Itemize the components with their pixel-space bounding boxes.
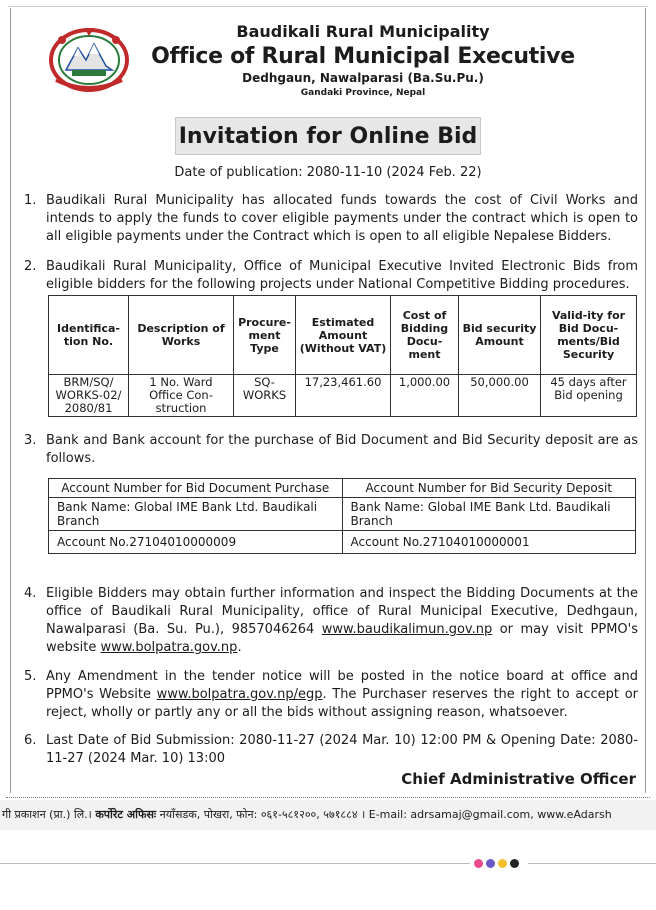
bid-table: [48, 295, 637, 417]
clause-text: [46, 585, 638, 657]
table-row: [49, 498, 636, 531]
table-cell: 1 No. Ward Office Con-struction: [129, 375, 234, 417]
yellow-dot-icon: [498, 859, 507, 868]
ppmo-egp-link[interactable]: www.bolpatra.gov.np/egp: [156, 687, 323, 702]
clause-text: Bank and Bank account for the purchase of Bid Document and Bid Security deposit are as follows.: [46, 433, 638, 466]
footer-dots: [474, 859, 519, 868]
signature-title: Chief Administrative Officer: [401, 770, 636, 788]
notice-title: Invitation for Online Bid: [175, 117, 481, 155]
clause-5: [24, 668, 638, 722]
clause-number: 2.: [24, 259, 37, 274]
publisher-footer: [0, 800, 656, 830]
account-doc-bank: Bank Name: Global IME Bank Ltd. Baudikali Branch: [49, 498, 343, 531]
clause-1: [24, 192, 638, 246]
clause-text: Baudikali Rural Municipality, Office of Municipal Executive Invited Electronic Bids from eligible bidders for the following projects under National Competitive Bidding procedures.: [46, 259, 638, 292]
column-header: Description of Works: [129, 296, 234, 375]
account-doc-number: Account No.27104010000009: [49, 531, 343, 554]
top-rule: [8, 6, 648, 7]
clause-6: [24, 732, 638, 768]
table-cell: 17,23,461.60: [296, 375, 391, 417]
clause-number: 5.: [24, 669, 37, 684]
column-header: Estimated Amount (Without VAT): [296, 296, 391, 375]
column-header: Procure-ment Type: [234, 296, 296, 375]
clause-text-part: Any Amendment in the tender notice will be posted in the notice board at office and PPMO's Website: [46, 669, 638, 702]
column-header: Valid-ity for Bid Docu-ments/Bid Security: [541, 296, 637, 375]
table-cell: 1,000.00: [391, 375, 459, 417]
clause-text-part: Eligible Bidders may obtain further information and inspect the Bidding Documents at the office of Baudikali Rural Municipality, office of Rural Municipal Executive, Dedhgaun, Nawalparasi (Ba. Su. Pu.), 9857046264: [46, 586, 638, 637]
publication-date: Date of publication: 2080-11-10 (2024 Feb. 22): [174, 165, 482, 180]
footer-text: गी प्रकाशन (प्रा.) लि.।: [2, 808, 96, 821]
clause-number: 6.: [24, 733, 37, 748]
footer-contact: नयाँसडक, पोखरा, फोन: ०६१-५८१२००, ५७१८८४ । E-mail: adrsamaj@gmail.com, www.eAdarsh: [156, 808, 612, 821]
table-header-row: [49, 296, 637, 375]
table-row: [49, 375, 637, 417]
column-header: Bid security Amount: [459, 296, 541, 375]
clause-4: [24, 585, 638, 657]
pink-dot-icon: [474, 859, 483, 868]
province-name: Gandaki Province, Nepal: [300, 88, 426, 98]
clause-3: [24, 432, 638, 468]
clause-text: Last Date of Bid Submission: 2080-11-27 (2024 Mar. 10) 12:00 PM & Opening Date: 2080-11-27 (2024 Mar. 10) 13:00: [46, 733, 638, 766]
clause-2: [24, 258, 638, 294]
clause-text-part: or may visit PPMO's website: [46, 622, 638, 655]
clause-text-part: . The Purchaser reserves the right to accept or reject, wholly or partly any or all the bids without assigning reason, whatsoever.: [46, 687, 638, 720]
clause-number: 1.: [24, 193, 37, 208]
clause-number: 3.: [24, 433, 37, 448]
table-cell: BRM/SQ/ WORKS-02/ 2080/81: [49, 375, 129, 417]
bank-account-table: [48, 478, 636, 554]
office-address: Dedhgaun, Nawalparasi (Ba.Su.Pu.): [242, 71, 484, 85]
column-header: Cost of Bidding Docu-ment: [391, 296, 459, 375]
footer-divider-right: [528, 863, 656, 864]
ppmo-website-link[interactable]: www.bolpatra.gov.np: [100, 640, 238, 655]
municipality-emblem-icon: [48, 22, 130, 94]
bottom-rule: [6, 797, 650, 798]
municipality-website-link[interactable]: www.baudikalimun.gov.np: [321, 622, 493, 637]
clause-number: 4.: [24, 586, 37, 601]
account-security-bank: Bank Name: Global IME Bank Ltd. Baudikali Branch: [342, 498, 636, 531]
table-row: [49, 531, 636, 554]
table-cell: SQ-WORKS: [234, 375, 296, 417]
table-cell: 50,000.00: [459, 375, 541, 417]
footer-divider-left: [0, 863, 470, 864]
municipality-name: Baudikali Rural Municipality: [236, 22, 490, 41]
table-row: [49, 479, 636, 498]
clause-text: Baudikali Rural Municipality has allocated funds towards the cost of Civil Works and intends to apply the funds to cover eligible payments under the contract which is open to all eligible payments under the Contract which is open to all eligible Nepalese Bidders.: [46, 193, 638, 244]
account-security-header: Account Number for Bid Security Deposit: [342, 479, 636, 498]
account-security-number: Account No.27104010000001: [342, 531, 636, 554]
column-header: Identifica-tion No.: [49, 296, 129, 375]
account-doc-header: Account Number for Bid Document Purchase: [49, 479, 343, 498]
office-name: Office of Rural Municipal Executive: [151, 44, 575, 69]
purple-dot-icon: [486, 859, 495, 868]
clause-text-part: .: [237, 640, 242, 655]
table-cell: 45 days after Bid opening: [541, 375, 637, 417]
clause-text: [46, 668, 638, 722]
black-dot-icon: [510, 859, 519, 868]
footer-label: कर्पोरेट अफिसः: [95, 808, 157, 821]
